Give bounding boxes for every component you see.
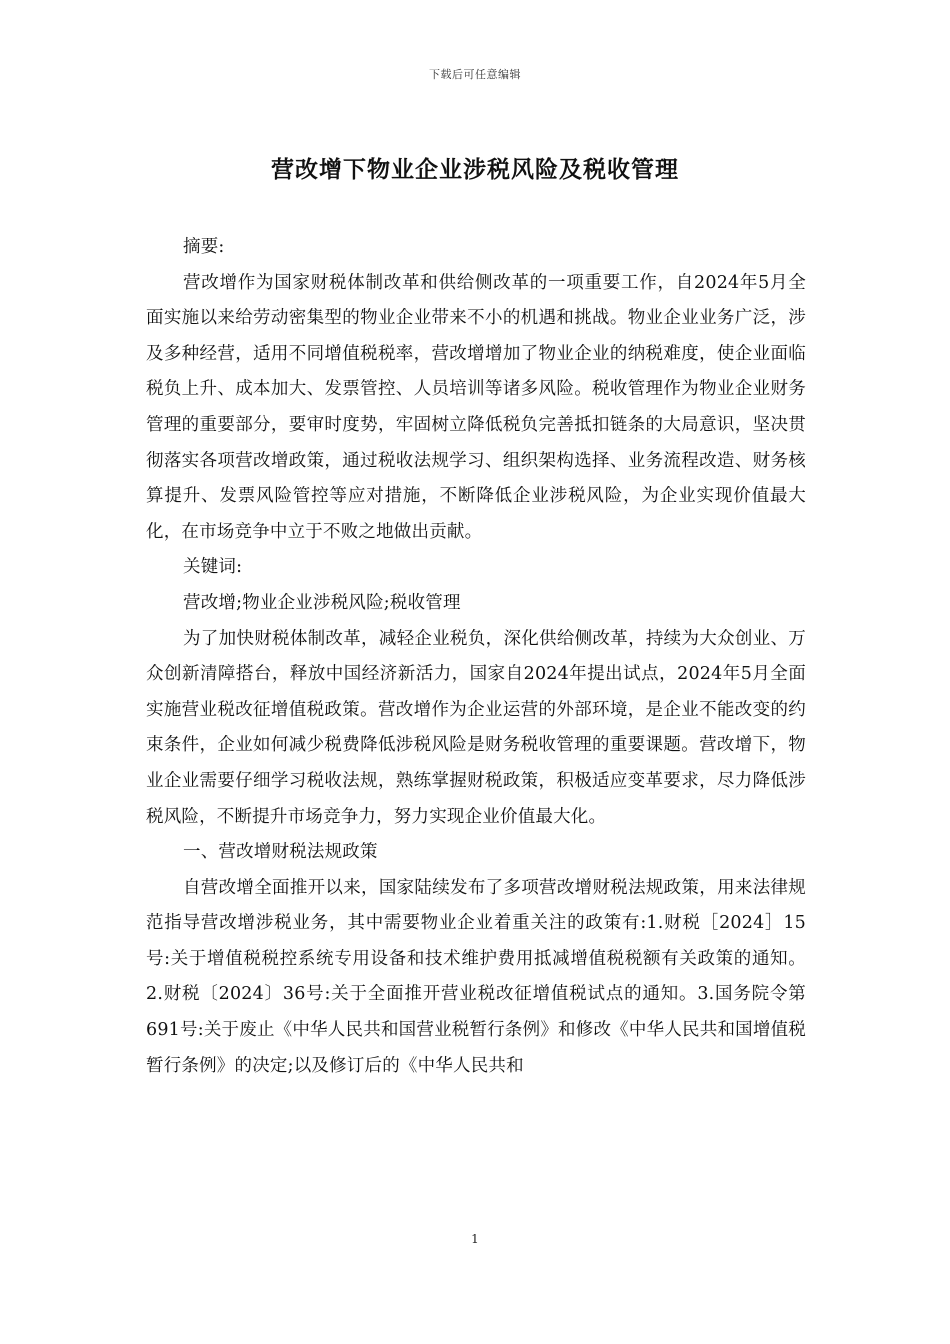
keywords-paragraph: 营改增;物业企业涉税风险;税收管理 xyxy=(183,592,461,613)
intro-paragraph: 为了加快财税体制改革，减轻企业税负，深化供给侧改革，持续为大众创业、万众创新清障搭台，释放中国经济新活力，国家自2024年提出试点，2024年5月全面实施营业税改征增值税政策。营改增作为企业运营的外部环境，是企业不能改变的约束条件，企业如何减少税费降低涉税风险是财务税收管理的重要课题。营改增下，物业企业需要仔细学习税收法规，熟练掌握财税政策，积极适应变革要求，尽力降低涉税风险，不断提升市场竞争力，努力实现企业价值最大化。 xyxy=(146,628,806,827)
page-number: 1 xyxy=(471,1232,479,1246)
keywords-heading: 关键词: xyxy=(183,557,243,578)
abstract-heading: 摘要: xyxy=(183,237,225,257)
section-heading-1: 一、营改增财税法规政策 xyxy=(183,842,378,863)
page-header: 下载后可任意编辑 xyxy=(429,68,521,81)
section-1-paragraph: 自营改增全面推开以来，国家陆续发布了多项营改增财税法规政策，用来法律规范指导营改增涉税业务，其中需要物业企业着重关注的政策有:1.财税［2024］15号:关于增值税税控系统专用设备和技术维护费用抵减增值税税额有关政策的通知。2.财税〔2024〕36号:关于全面推开营业税改征增值税试点的通知。3.国务院令第691号:关于废止《中华人民共和国营业税暂行条例》和修改《中华人民共和国增值税暂行条例》的决定;以及修订后的《中华人民共和 xyxy=(146,877,806,1076)
document-title: 营改增下物业企业涉税风险及税收管理 xyxy=(271,156,679,183)
abstract-paragraph: 营改增作为国家财税体制改革和供给侧改革的一项重要工作，自2024年5月全面实施以来给劳动密集型的物业企业带来不小的机遇和挑战。物业企业业务广泛，涉及多种经营，适用不同增值税税率，营改增增加了物业企业的纳税难度，使企业面临税负上升、成本加大、发票管控、人员培训等诸多风险。税收管理作为物业企业财务管理的重要部分，要审时度势，牢固树立降低税负完善抵扣链条的大局意识，坚决贯彻落实各项营改增政策，通过税收法规学习、组织架构选择、业务流程改造、财务核算提升、发票风险管控等应对措施，不断降低企业涉税风险，为企业实现价值最大化，在市场竞争中立于不败之地做出贡献。 xyxy=(146,272,806,542)
document-body xyxy=(146,230,806,1084)
